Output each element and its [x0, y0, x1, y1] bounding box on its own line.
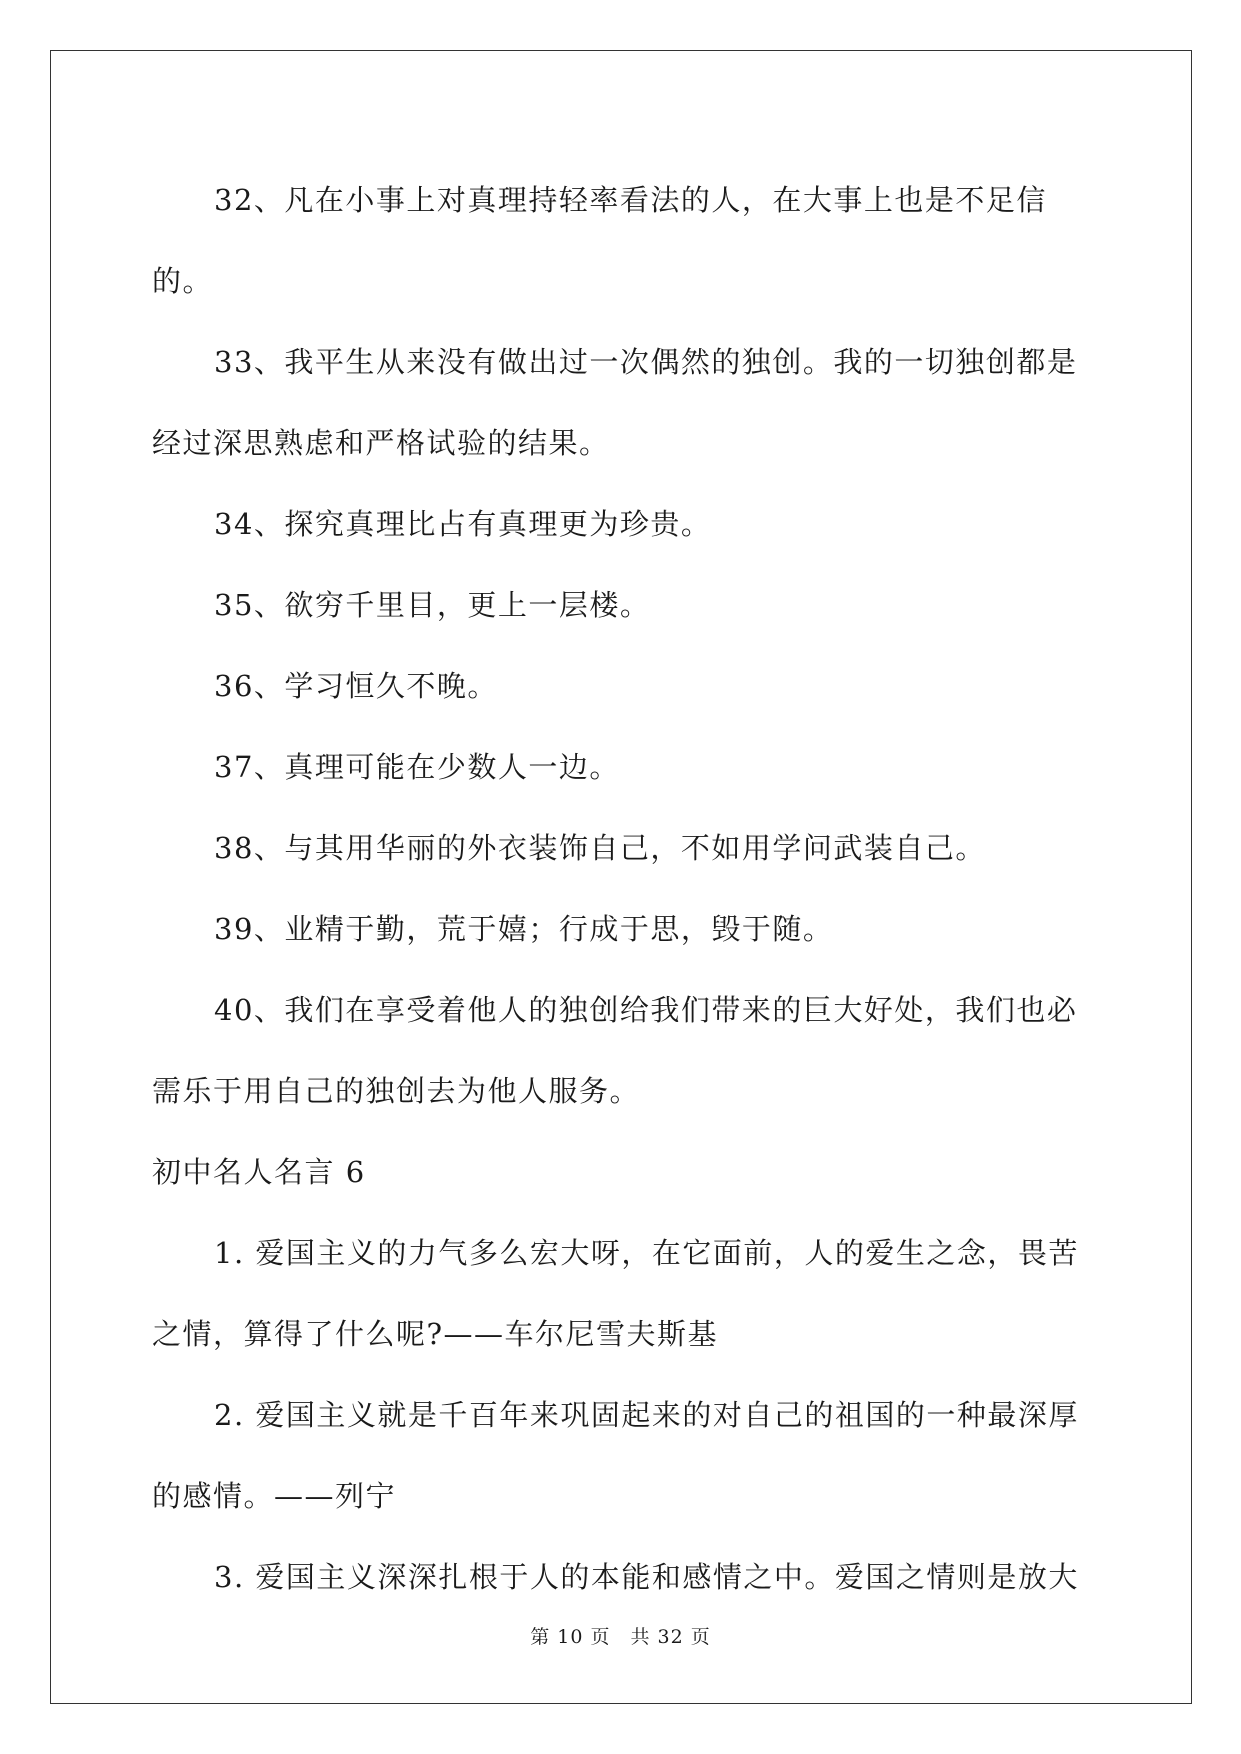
section-heading: 初中名人名言 6	[152, 1155, 366, 1189]
quote-35: 35、欲穷千里目，更上一层楼。	[214, 588, 651, 622]
document-body	[152, 160, 1092, 1618]
patriotism-quote-1: 1. 爱国主义的力气多么宏大呀，在它面前，人的爱生之念，畏苦之情，算得了什么呢?——车尔尼雪夫斯基	[152, 1236, 1079, 1351]
quote-37: 37、真理可能在少数人一边。	[214, 750, 620, 784]
patriotism-quote-2: 2. 爱国主义就是千百年来巩固起来的对自己的祖国的一种最深厚的感情。——列宁	[152, 1398, 1079, 1513]
quote-39: 39、业精于勤，荒于嬉；行成于思，毁于随。	[214, 912, 834, 946]
quote-32: 32、凡在小事上对真理持轻率看法的人，在大事上也是不足信的。	[152, 183, 1047, 298]
quote-34: 34、探究真理比占有真理更为珍贵。	[214, 507, 712, 541]
quote-40: 40、我们在享受着他人的独创给我们带来的巨大好处，我们也必需乐于用自己的独创去为他人服务。	[152, 993, 1078, 1108]
quote-36: 36、学习恒久不晚。	[214, 669, 498, 703]
patriotism-quote-3: 3. 爱国主义深深扎根于人的本能和感情之中。爱国之情则是放大	[214, 1560, 1079, 1594]
quote-38: 38、与其用华丽的外衣装饰自己，不如用学问武装自己。	[214, 831, 986, 865]
page-footer: 第 10 页 共 32 页	[530, 1626, 711, 1648]
quote-33: 33、我平生从来没有做出过一次偶然的独创。我的一切独创都是经过深思熟虑和严格试验的结果。	[152, 345, 1078, 460]
